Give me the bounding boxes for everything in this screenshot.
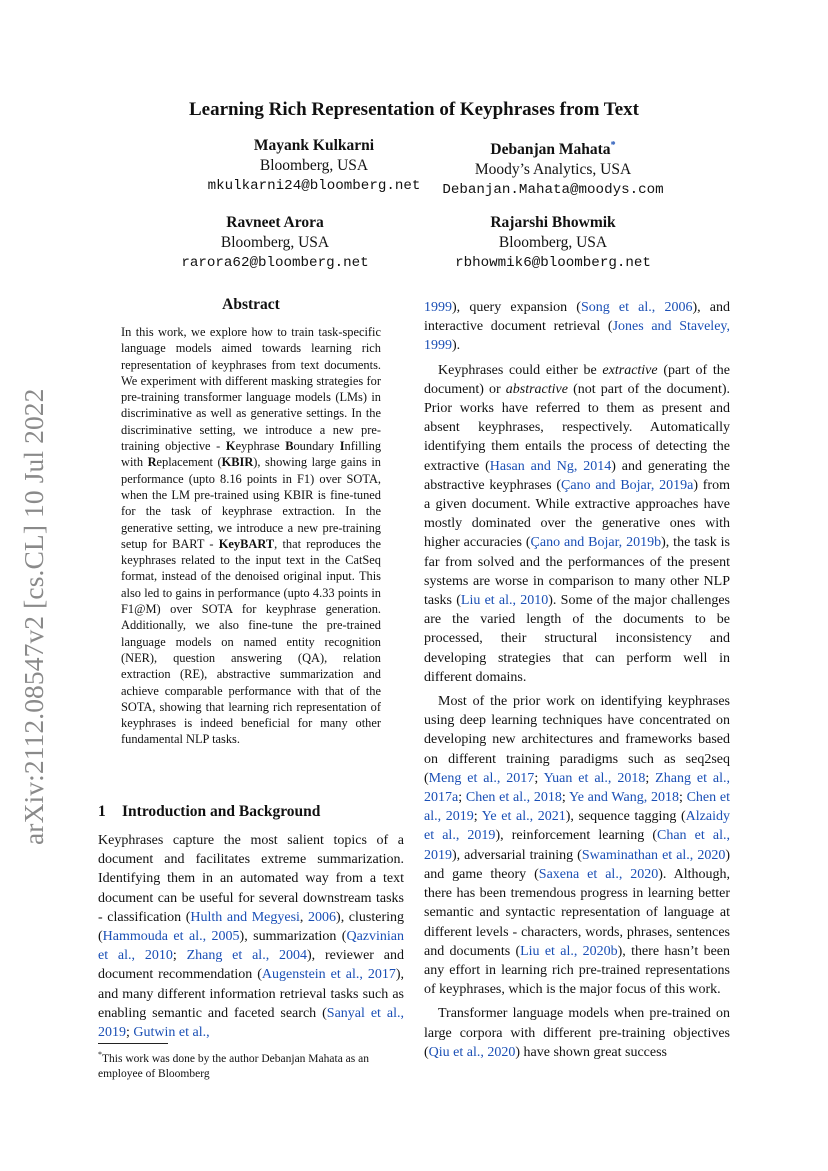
citation-link[interactable]: Hulth and Megyesi [190, 909, 300, 925]
section-title: Introduction and Background [122, 803, 321, 820]
author-email: mkulkarni24@bloomberg.net [207, 178, 421, 194]
paragraph: Keyphrases could either be extractive (part of the document) or abstractive (not part of the document). Prior works have referred to them as present and absent keyphrases, respectively. Automatically identifying them entails the process of detecting the extractive (Hasan and Ng, 2014) and generating the abstractive keyphrases (Çano and Bojar, 2019a) from a given document. While extractive approaches have mostly dominated over the generative ones with higher accuracies (Çano and Bojar, 2019b), the task is far from solved and the performances of the present systems are worse in comparison to many other NLP tasks (Liu et al., 2010). Some of the major challenges are the varied length of the documents to be processed, their structural inconsistency and developing strategies that can perform well in different domains. [424, 362, 731, 685]
citation-link[interactable]: 2006 [308, 909, 337, 925]
citation-link[interactable]: Zhang et al., 2017a [424, 770, 730, 806]
citation-link[interactable]: Ye and Wang, 2018 [569, 790, 679, 806]
author-affiliation: Moody’s Analytics, USA [474, 161, 632, 179]
citation-link[interactable]: Augenstein et al., 2017 [261, 967, 396, 983]
footnote-text: This work was done by the author Debanjan Mahata as an employee of Bloomberg [98, 1052, 369, 1080]
citation-link[interactable]: Çano and Bojar, 2019a [561, 477, 694, 493]
citation-link[interactable]: Gutwin et al., [133, 1025, 210, 1041]
citation-link[interactable]: Meng et al., 2017 [428, 770, 535, 786]
footnote-marker: * [98, 1050, 102, 1059]
citation-link[interactable]: Ye et al., 2021 [481, 809, 566, 825]
author-block-2 [403, 136, 703, 200]
intro-paragraph: Keyphrases capture the most salient topics of a document and facilitates extreme summarization. Identifying them in an automated way from a text document can be useful for several downstream tasks - classification (Hulth and Megyesi, 2006), clustering (Hammouda et al., 2005), summarization (Qazvinian et al., 2010; Zhang et al., 2004), reviewer and document recommendation (Augenstein et al., 2017), and many different information retrieval tasks such as enabling semantic and faceted search (Sanyal et al., 2019; Gutwin et al., [98, 833, 405, 1041]
author-name: Debanjan Mahata* [490, 140, 616, 159]
footnote-rule [98, 1043, 168, 1044]
author-block-4 [403, 213, 703, 273]
citation-link[interactable]: Jones and Staveley, 1999 [424, 319, 730, 354]
arxiv-stamp: arXiv:2112.08547v2 [cs.CL] 10 Jul 2022 [18, 388, 49, 845]
citation-link[interactable]: Song et al., 2006 [580, 300, 693, 315]
citation-link[interactable]: Alzaidy et al., 2019 [424, 809, 730, 844]
section-number: 1 [98, 803, 106, 820]
citation-link[interactable]: Chan et al., 2019 [424, 828, 730, 863]
footnote-marker[interactable]: * [610, 140, 616, 151]
citation-link[interactable]: Chen et al., 2019 [424, 790, 730, 825]
author-block-3 [125, 213, 425, 273]
citation-link[interactable]: Saxena et al., 2020 [538, 866, 659, 882]
citation-link[interactable]: Liu et al., 2010 [460, 593, 549, 609]
footnote [98, 1047, 404, 1082]
author-email: rarora62@bloomberg.net [181, 255, 369, 271]
paragraph: Transformer language models when pre-trained on large corpora with different pre-training objectives (Qiu et al., 2020) have shown great success [424, 1006, 730, 1060]
citation-link[interactable]: Qazvinian et al., 2010 [98, 929, 404, 964]
abstract-body: In this work, we explore how to train task-specific language models aimed towards learning rich representation of keyphrases from text documents. We experiment with different masking strategies for pre-training transformer language models (LMs) in discriminative as well as generative settings. In the discriminative setting, we introduce a new pre-training objective - Keyphrase Boundary Infilling with Replacement (KBIR), showing large gains in performance (upto 8.16 points in F1) over SOTA, when the LM pre-trained using KBIR is fine-tuned for the task of keyphrase extraction. In the generative setting, we introduce a new pre-training setup for BART - KeyBART, that reproduces the keyphrases related to the input text in the CatSeq format, instead of the denoised original input. This also led to gains in performance (upto 4.33 points in F1@M) over SOTA for keyphrase generation. Additionally, we also fine-tune the pre-trained language models on named entity recognition (NER), question answering (QA), relation extraction (RE), abstractive summarization and achieve comparable performance with that of the SOTA, showing that learning rich representation of keyphrases is indeed beneficial for many other fundamental NLP tasks. [121, 325, 382, 747]
author-name: Mayank Kulkarni [253, 137, 375, 154]
paper-title: Learning Rich Representation of Keyphrases from Text [188, 99, 639, 120]
citation-link[interactable]: Hammouda et al., 2005 [102, 929, 240, 945]
author-affiliation: Bloomberg, USA [498, 234, 608, 251]
right-column [424, 298, 730, 1062]
citation-link[interactable]: Chen et al., 2018 [465, 790, 562, 806]
paragraph: Most of the prior work on identifying keyphrases using deep learning techniques have concentrated on developing new architectures and frameworks based on different training paradigms such as seq2seq (Meng et al., 2017; Yuan et al., 2018; Zhang et al., 2017a; Chen et al., 2018; Ye and Wang, 2018; Chen et al., 2019; Ye et al., 2021), sequence tagging (Alzaidy et al., 2019), reinforcement learning (Chan et al., 2019), adversarial training (Swaminathan et al., 2020) and game theory (Saxena et al., 2020). Although, there has been tremendous progress in learning better semantic and syntactic representation of language at different levels - characters, words, phrases, sentences and documents (Liu et al., 2020b), there hasn’t been any effort in learning rich pre-trained representations of keyphrases, which is the major focus of this work. [424, 694, 731, 998]
author-affiliation: Bloomberg, USA [220, 234, 330, 251]
citation-link[interactable]: Swaminathan et al., 2020 [581, 847, 726, 863]
author-name: Ravneet Arora [226, 214, 324, 231]
citation-link[interactable]: Liu et al., 2020b [520, 943, 618, 959]
citation-link[interactable]: Zhang et al., 2004 [186, 948, 308, 964]
section-heading [98, 803, 320, 821]
citation-link[interactable]: 1999 [424, 300, 452, 315]
citation-link[interactable]: Sanyal et al., 2019 [98, 1005, 404, 1041]
citation-link[interactable]: Hasan and Ng, 2014 [489, 458, 612, 474]
citation-link[interactable]: Çano and Bojar, 2019b [530, 535, 662, 551]
citation-link[interactable]: Yuan et al., 2018 [543, 770, 646, 786]
author-email: rbhowmik6@bloomberg.net [455, 255, 651, 271]
abstract-heading: Abstract [222, 296, 280, 313]
author-name: Rajarshi Bhowmik [490, 214, 616, 231]
author-affiliation: Bloomberg, USA [259, 157, 369, 174]
citation-link[interactable]: Qiu et al., 2020 [428, 1044, 516, 1060]
author-email: Debanjan.Mahata@moodys.com [442, 182, 664, 199]
paragraph: 1999), query expansion (Song et al., 2006), and interactive document retrieval (Jones and Staveley, 1999). [424, 300, 730, 354]
